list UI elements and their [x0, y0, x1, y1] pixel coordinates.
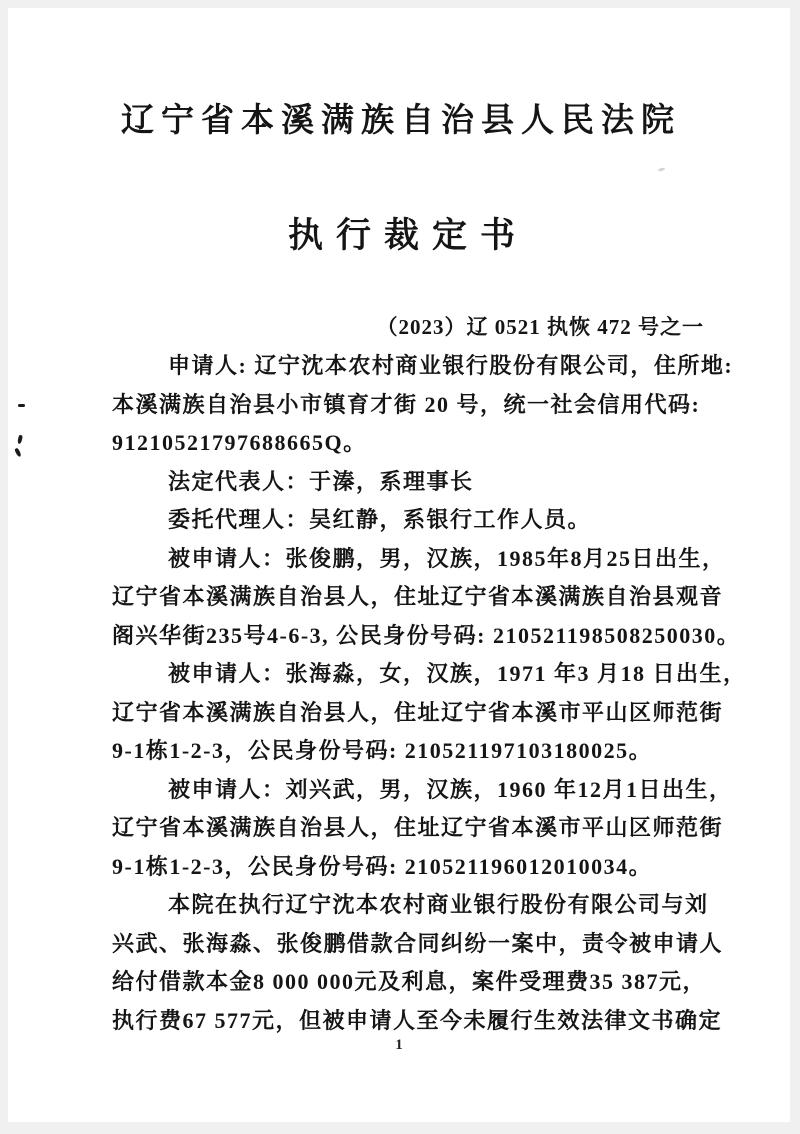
body-line: 本溪满族自治县小市镇育才街 20 号，统一社会信用代码:: [112, 391, 701, 417]
scan-smudge-mark: [658, 167, 666, 172]
document-page: [8, 8, 790, 1122]
body-line: 法定代表人：于溱，系理事长: [168, 468, 474, 494]
body-line: 辽宁省本溪满族自治县人，住址辽宁省本溪市平山区师范街: [112, 815, 724, 840]
body-line: 给付借款本金8 000 000元及利息，案件受理费35 387元，: [112, 969, 707, 994]
body-line: 辽宁省本溪满族自治县人，住址辽宁省本溪满族自治县观音: [112, 584, 724, 609]
body-line: 执行费67 577元，但被申请人至今未履行生效法律文书确定: [112, 1007, 723, 1033]
body-line: 申请人: 辽宁沈本农村商业银行股份有限公司，住所地:: [168, 353, 734, 378]
body-line: 委托代理人：吴红静，系银行工作人员。: [168, 507, 592, 532]
page-number: 1: [395, 1037, 403, 1053]
body-line: 9-1栋1-2-3，公民身份号码: 210521197103180025。: [112, 738, 653, 763]
body-line: 91210521797688665Q。: [112, 430, 367, 455]
court-name-heading: 辽宁省本溪满族自治县人民法院: [121, 103, 681, 139]
body-line: 辽宁省本溪满族自治县人，住址辽宁省本溪市平山区师范街: [112, 699, 724, 725]
scan-ink-mark: [18, 404, 25, 407]
body-line: 阁兴华街235号4-6-3, 公民身份号码: 210521198508250030。: [112, 622, 741, 648]
body-line: 9-1栋1-2-3，公民身份号码: 210521196012010034。: [112, 853, 653, 879]
document-title: 执行裁定书: [287, 216, 528, 255]
body-line: 本院在执行辽宁沈本农村商业银行股份有限公司与刘: [168, 892, 709, 917]
body-line: 兴武、张海淼、张俊鹏借款合同纠纷一案中，责令被申请人: [112, 930, 724, 956]
scan-ink-mark: [14, 448, 22, 458]
body-line: 被申请人：张海淼，女，汉族，1971 年3 月18 日出生，: [168, 661, 747, 686]
body-line: 被申请人：刘兴武，男，汉族，1960 年12月1日出生，: [168, 776, 733, 802]
body-line: 被申请人：张俊鹏，男，汉族，1985年8月25日出生，: [168, 545, 726, 571]
document-body: [112, 347, 747, 1040]
scan-ink-mark: [17, 435, 23, 445]
case-number: （2023）辽 0521 执恢 472 号之一: [376, 315, 704, 339]
